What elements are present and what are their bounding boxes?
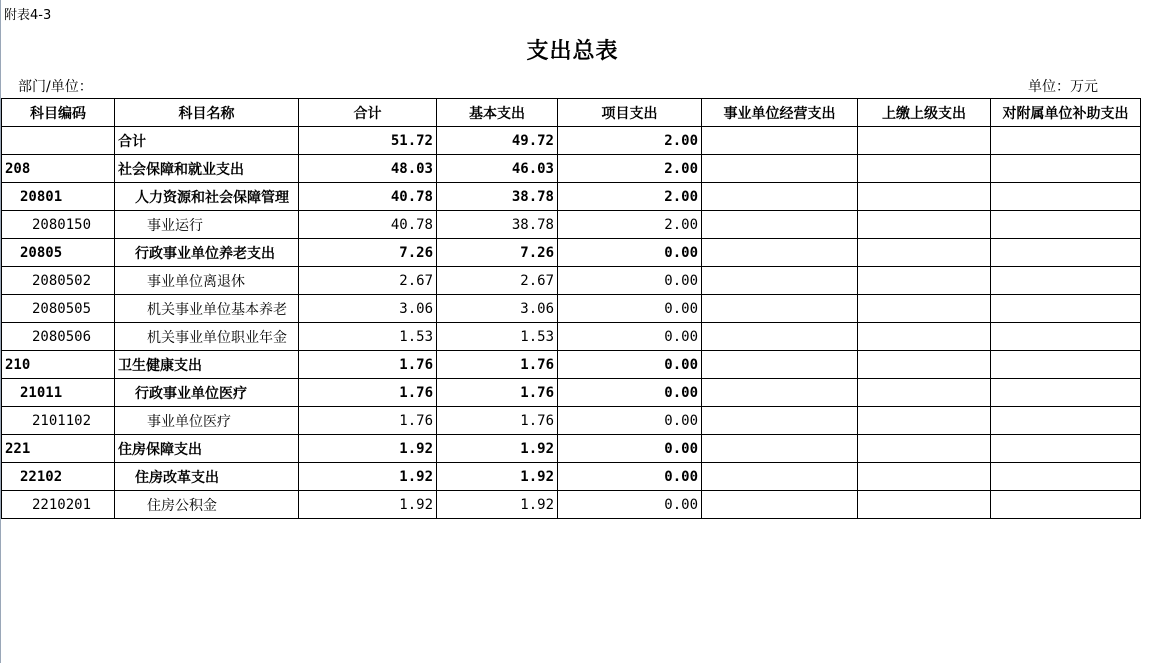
cell-upper	[858, 127, 991, 155]
cell-project: 2.00	[558, 127, 702, 155]
cell-project: 0.00	[558, 379, 702, 407]
cell-project: 0.00	[558, 351, 702, 379]
cell-basic: 1.76	[437, 379, 558, 407]
cell-total: 3.06	[299, 295, 437, 323]
table-header-row	[2, 99, 1141, 127]
column-header-project: 项目支出	[558, 99, 702, 127]
cell-upper	[858, 491, 991, 519]
cell-upper	[858, 379, 991, 407]
cell-upper	[858, 323, 991, 351]
cell-name: 事业单位医疗	[115, 407, 299, 435]
cell-subsidy	[991, 239, 1141, 267]
cell-basic: 1.92	[437, 491, 558, 519]
cell-basic: 38.78	[437, 183, 558, 211]
table-row	[2, 463, 1141, 491]
cell-name: 卫生健康支出	[115, 351, 299, 379]
cell-upper	[858, 463, 991, 491]
cell-total: 1.92	[299, 491, 437, 519]
cell-name: 行政事业单位养老支出	[115, 239, 299, 267]
cell-total: 1.92	[299, 463, 437, 491]
column-header-upper: 上缴上级支出	[858, 99, 991, 127]
cell-subsidy	[991, 351, 1141, 379]
expenditure-table	[1, 98, 1141, 519]
department-label: 部门/单位：	[18, 79, 93, 95]
cell-subsidy	[991, 491, 1141, 519]
table-row	[2, 295, 1141, 323]
cell-total: 40.78	[299, 211, 437, 239]
cell-project: 0.00	[558, 323, 702, 351]
cell-name: 事业运行	[115, 211, 299, 239]
table-row	[2, 379, 1141, 407]
cell-business	[702, 379, 858, 407]
table-row	[2, 211, 1141, 239]
cell-code: 22102	[2, 463, 115, 491]
table-row	[2, 127, 1141, 155]
cell-code: 20801	[2, 183, 115, 211]
cell-code: 2080505	[2, 295, 115, 323]
cell-basic: 38.78	[437, 211, 558, 239]
cell-subsidy	[991, 435, 1141, 463]
cell-name: 事业单位离退休	[115, 267, 299, 295]
cell-business	[702, 155, 858, 183]
cell-total: 1.53	[299, 323, 437, 351]
column-header-subsidy: 对附属单位补助支出	[991, 99, 1141, 127]
cell-code: 2210201	[2, 491, 115, 519]
table-row	[2, 155, 1141, 183]
cell-name: 社会保障和就业支出	[115, 155, 299, 183]
cell-name: 合计	[115, 127, 299, 155]
column-header-business: 事业单位经营支出	[702, 99, 858, 127]
cell-basic: 1.92	[437, 435, 558, 463]
unit-label: 单位：万元	[1028, 79, 1098, 95]
cell-basic: 2.67	[437, 267, 558, 295]
cell-project: 2.00	[558, 211, 702, 239]
cell-business	[702, 211, 858, 239]
sheet-label: 附表4-3	[4, 8, 52, 23]
cell-basic: 1.92	[437, 463, 558, 491]
cell-code	[2, 127, 115, 155]
table-row	[2, 267, 1141, 295]
table-body	[2, 127, 1141, 519]
cell-business	[702, 491, 858, 519]
cell-upper	[858, 407, 991, 435]
cell-subsidy	[991, 211, 1141, 239]
table-row	[2, 351, 1141, 379]
column-header-total: 合计	[299, 99, 437, 127]
cell-project: 0.00	[558, 435, 702, 463]
cell-upper	[858, 351, 991, 379]
cell-basic: 1.76	[437, 407, 558, 435]
cell-project: 2.00	[558, 155, 702, 183]
cell-project: 0.00	[558, 267, 702, 295]
cell-business	[702, 407, 858, 435]
cell-subsidy	[991, 323, 1141, 351]
cell-project: 0.00	[558, 463, 702, 491]
cell-upper	[858, 435, 991, 463]
cell-code: 208	[2, 155, 115, 183]
cell-project: 2.00	[558, 183, 702, 211]
cell-project: 0.00	[558, 491, 702, 519]
column-header-name: 科目名称	[115, 99, 299, 127]
table-row	[2, 435, 1141, 463]
cell-code: 2080502	[2, 267, 115, 295]
cell-code: 20805	[2, 239, 115, 267]
cell-business	[702, 127, 858, 155]
cell-name: 住房公积金	[115, 491, 299, 519]
table-row	[2, 183, 1141, 211]
cell-code: 2101102	[2, 407, 115, 435]
cell-project: 0.00	[558, 407, 702, 435]
cell-subsidy	[991, 183, 1141, 211]
cell-code: 2080150	[2, 211, 115, 239]
cell-total: 1.76	[299, 379, 437, 407]
cell-total: 1.92	[299, 435, 437, 463]
cell-upper	[858, 183, 991, 211]
cell-code: 21011	[2, 379, 115, 407]
cell-basic: 46.03	[437, 155, 558, 183]
table-row	[2, 239, 1141, 267]
cell-subsidy	[991, 295, 1141, 323]
cell-basic: 1.53	[437, 323, 558, 351]
cell-business	[702, 435, 858, 463]
cell-project: 0.00	[558, 239, 702, 267]
cell-business	[702, 295, 858, 323]
table-row	[2, 323, 1141, 351]
cell-name: 行政事业单位医疗	[115, 379, 299, 407]
cell-project: 0.00	[558, 295, 702, 323]
cell-business	[702, 351, 858, 379]
cell-total: 1.76	[299, 407, 437, 435]
cell-business	[702, 183, 858, 211]
cell-business	[702, 267, 858, 295]
cell-upper	[858, 211, 991, 239]
cell-name: 人力资源和社会保障管理	[115, 183, 299, 211]
cell-name: 机关事业单位基本养老	[115, 295, 299, 323]
column-header-code: 科目编码	[2, 99, 115, 127]
cell-total: 51.72	[299, 127, 437, 155]
cell-business	[702, 463, 858, 491]
cell-total: 2.67	[299, 267, 437, 295]
cell-basic: 49.72	[437, 127, 558, 155]
cell-code: 2080506	[2, 323, 115, 351]
cell-total: 48.03	[299, 155, 437, 183]
cell-name: 住房改革支出	[115, 463, 299, 491]
cell-subsidy	[991, 407, 1141, 435]
cell-basic: 1.76	[437, 351, 558, 379]
cell-upper	[858, 295, 991, 323]
page-title: 支出总表	[526, 39, 619, 64]
cell-code: 210	[2, 351, 115, 379]
cell-business	[702, 239, 858, 267]
cell-subsidy	[991, 379, 1141, 407]
cell-basic: 7.26	[437, 239, 558, 267]
cell-subsidy	[991, 267, 1141, 295]
cell-subsidy	[991, 463, 1141, 491]
cell-subsidy	[991, 127, 1141, 155]
cell-upper	[858, 155, 991, 183]
cell-name: 机关事业单位职业年金	[115, 323, 299, 351]
column-header-basic: 基本支出	[437, 99, 558, 127]
cell-subsidy	[991, 155, 1141, 183]
cell-total: 1.76	[299, 351, 437, 379]
cell-code: 221	[2, 435, 115, 463]
cell-upper	[858, 239, 991, 267]
cell-upper	[858, 267, 991, 295]
cell-total: 40.78	[299, 183, 437, 211]
cell-name: 住房保障支出	[115, 435, 299, 463]
cell-basic: 3.06	[437, 295, 558, 323]
cell-total: 7.26	[299, 239, 437, 267]
table-row	[2, 407, 1141, 435]
table-row	[2, 491, 1141, 519]
cell-business	[702, 323, 858, 351]
